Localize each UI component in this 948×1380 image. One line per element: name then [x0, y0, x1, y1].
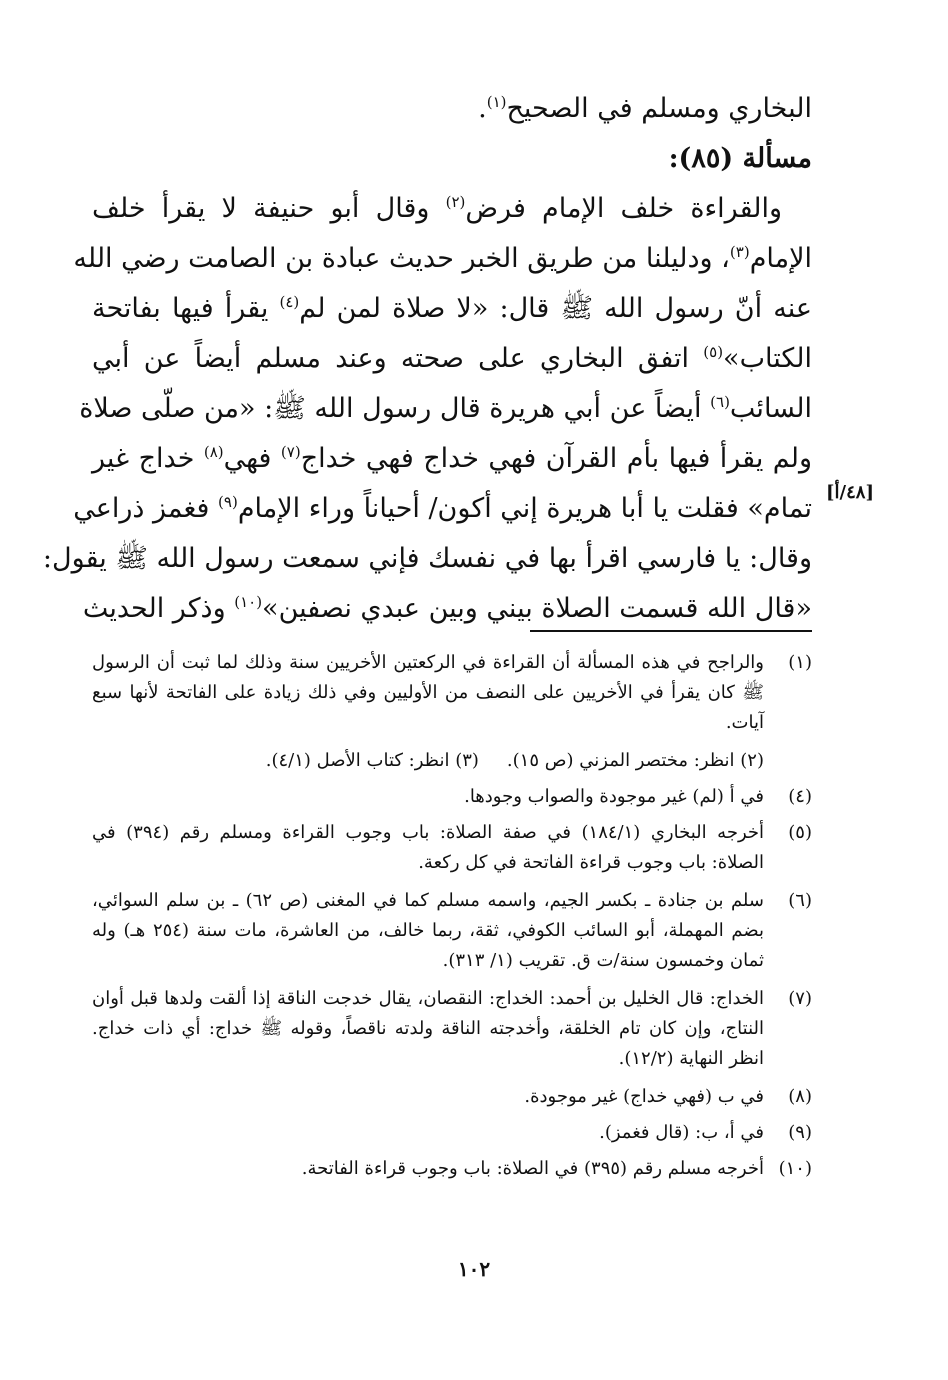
page-number: ١٠٢: [457, 1257, 491, 1281]
footnote-ref[interactable]: (٥): [703, 343, 724, 361]
text-segment: أيضاً عن أبي هريرة قال رسول الله ﷺ: «من صلّى صلاة: [79, 393, 711, 424]
footnote-pair: [266, 746, 479, 776]
footnote-number: (٨): [788, 1086, 812, 1107]
footnote-separator: [530, 630, 812, 632]
footnote-text: انظر: كتاب الأصل (٤/١).: [265, 750, 450, 771]
text-line: [92, 284, 812, 334]
footnote-number: (٧): [788, 988, 812, 1009]
text-line: [92, 184, 812, 234]
text-line: [73, 234, 812, 284]
footnote-number: (٤): [788, 786, 812, 807]
text-segment: وقال أبو حنيفة لا يقرأ خلف: [92, 193, 446, 224]
footnote-ref[interactable]: (٦): [710, 393, 730, 411]
footnote-text: والراجح في هذه المسألة أن القراءة في الركعتين الأخريين سنة وذلك لما ثبت أن الرسول ﷺ كان يقرأ في الأخريين على النصف من الأوليين وفي ذلك زيادة على الفاتحة لأنها سبع آيات.: [92, 652, 764, 733]
footnote-item: [92, 1118, 812, 1148]
footnote-item: [92, 818, 812, 878]
text-segment: ، ودليلنا من طريق الخبر حديث عبادة بن الصامت رضي الله: [73, 243, 730, 274]
footnote-number: (٩): [788, 1122, 812, 1143]
footnotes: [92, 648, 812, 1190]
text-segment: السائب: [729, 393, 812, 424]
text-segment: .: [478, 93, 487, 124]
text-segment: البخاري ومسلم في الصحيح: [506, 93, 812, 124]
manuscript-folio-marker: [٤٨/أ]: [826, 482, 874, 503]
text-line: [73, 484, 812, 534]
text-line: [92, 434, 812, 484]
footnote-text: في أ (لم) غير موجودة والصواب وجودها.: [464, 786, 764, 807]
footnote-text: في ب (فهي خداج) غير موجودة.: [524, 1086, 764, 1107]
footnote-text: الخداج: قال الخليل بن أحمد: الخداج: النقصان، يقال خدجت الناقة إذا ألقت ولدها قبل أوان النتاج، وإن كان تام الخلقة، وأخدجته الناقة ولدته ناقصاً، وقوله ﷺ خداج: أي ذات خداج. انظر النهاية (١٢/٢).: [92, 988, 764, 1069]
footnote-number: (٣): [455, 750, 479, 771]
footnote-item: [92, 648, 812, 738]
text-line: [92, 84, 812, 134]
text-line: [92, 334, 812, 384]
footnote-ref[interactable]: (٢): [445, 193, 466, 211]
footnote-item: [92, 782, 812, 812]
footnote-ref[interactable]: (٣): [729, 243, 750, 261]
footnote-ref[interactable]: (١): [486, 93, 507, 111]
text-segment: يقرأ فيها بفاتحة: [92, 293, 280, 324]
footnote-item: [92, 1082, 812, 1112]
footnote-ref[interactable]: (٧): [280, 443, 301, 461]
text-segment: عنه أنّ رسول الله ﷺ قال: «لا صلاة لمن لم: [299, 293, 812, 324]
footnote-number: (١): [788, 652, 812, 673]
text-segment: ولم يقرأ فيها بأم القرآن فهي خداج فهي خداج: [300, 443, 813, 474]
text-segment: وذكر الحديث: [82, 593, 235, 624]
heading-text: مسألة (٨٥):: [668, 143, 812, 174]
footnote-text: أخرجه البخاري (١٨٤/١) في صفة الصلاة: باب وجوب القراءة ومسلم رقم (٣٩٤) في الصلاة: باب وجوب قراءة الفاتحة في كل ركعة.: [92, 822, 765, 873]
text-segment: تمام» فقلت يا أبا هريرة إني أكون/ أحياناً وراء الإمام: [237, 493, 812, 524]
text-segment: والقراءة خلف الإمام فرض: [465, 193, 782, 224]
footnote-number: (١٠): [778, 1158, 812, 1179]
text-segment: الكتاب»: [723, 343, 812, 374]
footnote-ref[interactable]: (١٠): [234, 593, 263, 611]
footnote-row: [92, 746, 764, 776]
footnote-text: سلم بن جنادة ـ بكسر الجيم، واسمه مسلم كما في المغنى (ص ٦٢) ـ بن سلم السوائي، بضم المهملة، أبو السائب الكوفي، ثقة، ربما خالف، من العاشرة، مات سنة (٢٥٤ هـ) وله ثمان وخمسون سنة/ت ق. تقريب (١/ ٣١٣).: [92, 890, 765, 971]
text-segment: وقال: يا فارسي اقرأ بها في نفسك فإني سمعت رسول الله ﷺ يقول:: [42, 543, 812, 574]
text-line: [79, 384, 812, 434]
main-text: [42, 84, 813, 634]
footnote-ref[interactable]: (٨): [203, 443, 224, 461]
text-segment: فهي: [223, 443, 281, 474]
footnote-number: (٦): [788, 890, 812, 911]
issue-heading: [92, 134, 812, 184]
footnote-number: (٥): [788, 822, 812, 843]
text-segment: فغمز ذراعي: [73, 493, 219, 524]
text-line: [82, 584, 812, 634]
footnote-text: أخرجه مسلم رقم (٣٩٥) في الصلاة: باب وجوب قراءة الفاتحة.: [301, 1158, 764, 1179]
text-segment: اتفق البخاري على صحته وعند مسلم أيضاً عن أبي: [92, 343, 704, 374]
footnote-pair: [507, 746, 764, 776]
text-segment: خداج غير: [92, 443, 204, 474]
footnote-ref[interactable]: (٩): [218, 493, 238, 511]
footnote-item: [92, 1154, 812, 1184]
footnote-item: [92, 746, 812, 776]
footnote-text: في أ، ب: (قال فغمز).: [599, 1122, 764, 1143]
footnote-item: [92, 984, 812, 1074]
footnote-number: (٢): [740, 750, 764, 771]
footnote-text: انظر: مختصر المزني (ص ١٥).: [506, 750, 735, 771]
text-segment: الإمام: [749, 243, 812, 274]
text-segment: «قال الله قسمت الصلاة بيني وبين عبدي نصفين»: [262, 593, 812, 624]
footnote-item: [92, 886, 812, 976]
text-line: [42, 534, 812, 584]
footnote-ref[interactable]: (٤): [279, 293, 300, 311]
